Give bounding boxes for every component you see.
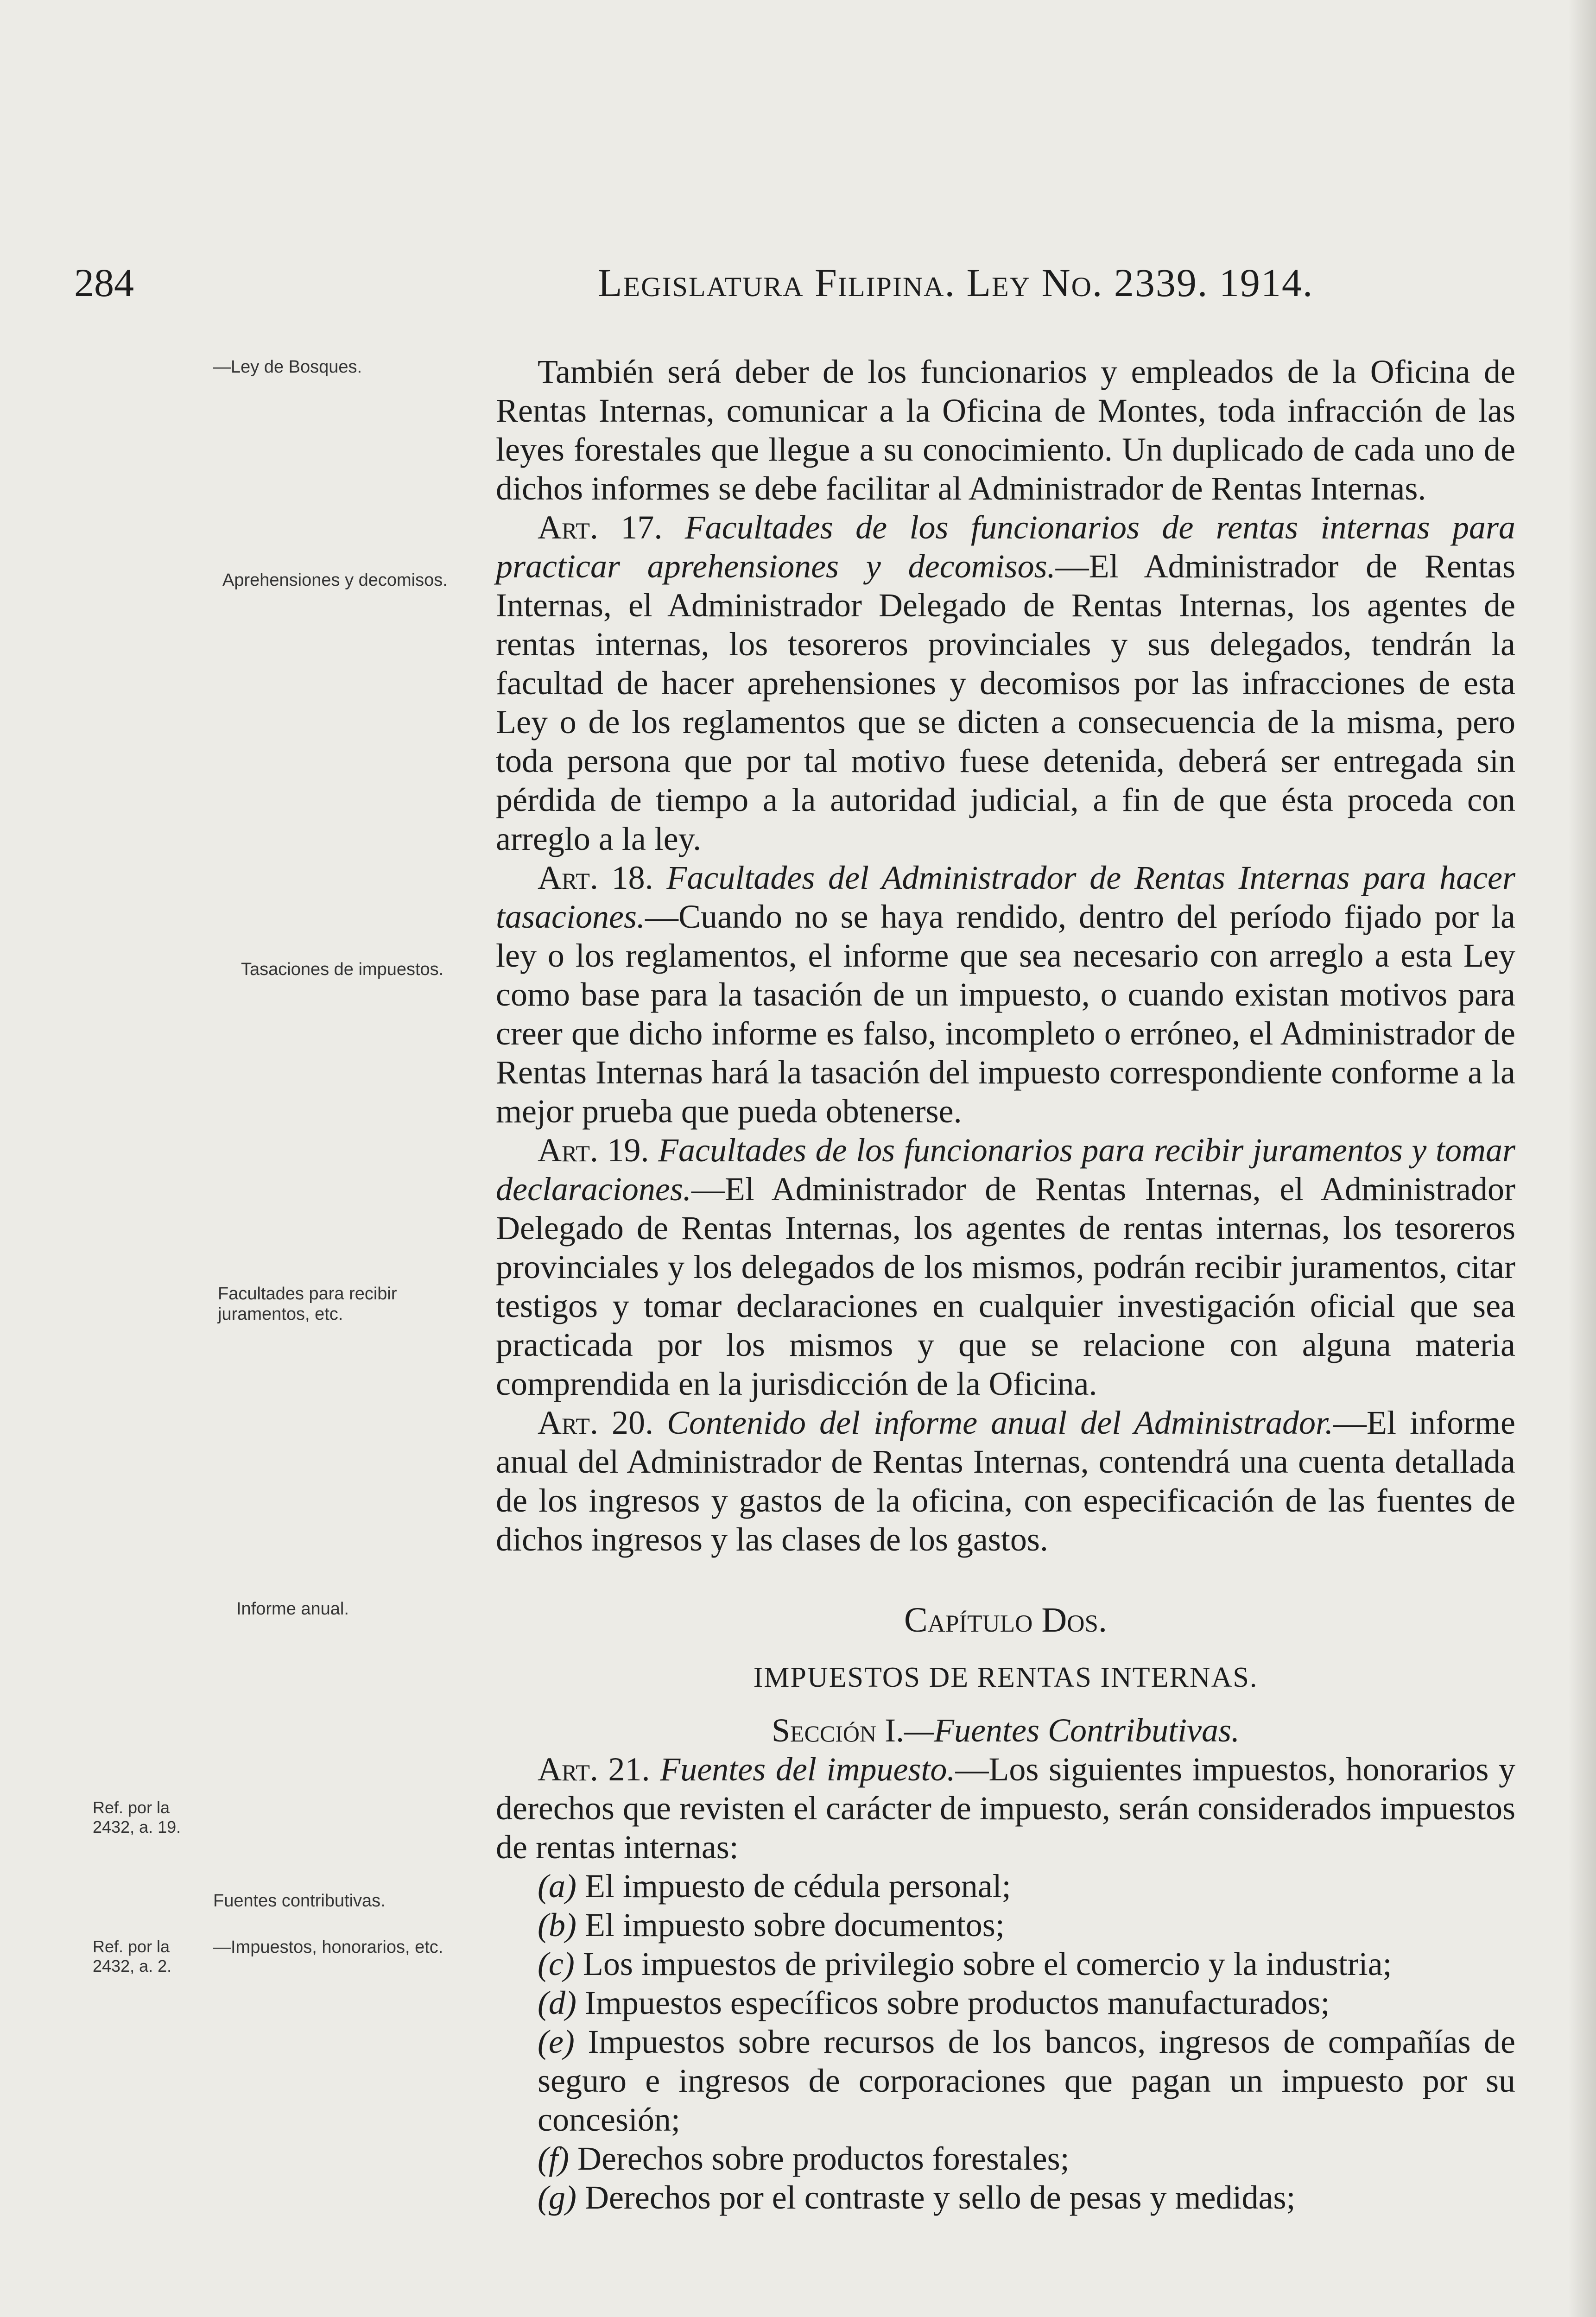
paragraph-forestal: También será deber de los funcionarios y empleados de la Oficina de Rentas Internas, comunicar a la Oficina de Montes, toda infracción de las leyes forestales que llegue a su conocimiento. Un duplicado de cada uno de dichos informes se debe facilitar al Administrador de Rentas Internas. [496,353,1515,507]
page-number: 284 [74,260,134,305]
margin-note-tasaciones: Tasaciones de impuestos. [241,960,444,979]
margin-note-juramentos: Facultades para recibir juramentos, etc. [218,1284,397,1324]
ref-note-1: Ref. por la 2432, a. 19. [93,1798,181,1836]
margin-note-fuentes: Fuentes contributivas. [213,1891,386,1911]
article-21-text: —Los siguientes impuestos, honorarios y derechos que revisten el carácter de impuesto, serán considerados impuestos de rentas internas: [496,1751,1516,1866]
item-letter: (a) [538,1868,576,1905]
list-item [496,1983,1515,2022]
section-heading [496,1711,1515,1750]
item-letter: (e) [538,2023,575,2060]
article-17-title: Facultades de los funcionarios de rentas internas para practicar aprehensiones y decomisos. [496,509,1516,585]
margin-note-informe-anual: Informe anual. [236,1599,349,1619]
page-edge-shadow [1568,0,1596,2317]
article-17-label: Art. 17. [538,509,663,546]
item-letter: (g) [538,2179,576,2216]
margin-note-aprehensiones: Aprehensiones y decomisos. [222,570,448,590]
article-21-label: Art. 21. [538,1751,650,1788]
article-20-label: Art. 20. [538,1404,653,1441]
article-18-text: —Cuando no se haya rendido, dentro del período fijado por la ley o los reglamentos, el informe que sea necesario con arreglo a esta Ley como base para la tasación de un impuesto, o cuando existan motivos para creer que dicho informe es falso, incompleto o erróneo, el Administrador de Rentas Internas hará la tasación del impuesto correspondiente conforme a la mejor prueba que pueda obtenerse. [496,898,1515,1130]
item-text: Derechos sobre productos forestales; [577,2140,1070,2177]
section-name: Sección I. [771,1712,905,1749]
margin-note-impuestos: —Impuestos, honorarios, etc. [213,1937,443,1957]
chapter-heading: Capítulo Dos. [904,1601,1108,1640]
list-item [496,2022,1515,2139]
ref-note-2: Ref. por la 2432, a. 2. [93,1937,172,1975]
article-18 [496,858,1515,1131]
item-text: Impuestos sobre recursos de los bancos, ingresos de compañías de seguro e ingresos de corporaciones que pagan un impuesto por su concesión; [538,2023,1515,2138]
article-19-title: Facultades de los funcionarios para recibir juramentos y tomar declaraciones. [496,1132,1515,1208]
item-text: El impuesto de cédula personal; [584,1868,1011,1905]
article-17 [496,508,1515,858]
list-item [496,1906,1515,1944]
running-head: Legislatura Filipina. Ley No. 2339. 1914. [598,260,1314,305]
list-item [496,2178,1515,2217]
article-20-text: —El informe anual del Administrador de Rentas Internas, contendrá una cuenta detallada de los ingresos y gastos de la oficina, con especificación de las fuentes de dichos ingresos y las clases de los gastos. [496,1404,1515,1558]
article-21 [496,1750,1515,1867]
article-19-text: —El Administrador de Rentas Internas, el Administrador Delegado de Rentas Internas, los agentes de rentas internas, los tesoreros provinciales y los delegados de los mismos, podrán recibir juramentos, citar testigos y tomar declaraciones en cualquier investigación oficial que sea practicada por los mismos y que se relacione con alguna materia comprendida en la jurisdicción de la Oficina. [496,1171,1515,1402]
article-21-title: Fuentes del impuesto. [660,1751,956,1788]
item-text: Impuestos específicos sobre productos manufacturados; [584,1984,1330,2021]
list-item [496,1867,1515,1906]
article-19 [496,1131,1515,1403]
margin-note-ley-bosques: —Ley de Bosques. [213,357,362,377]
item-letter: (f) [538,2140,569,2177]
list-item [496,2139,1515,2178]
article-19-label: Art. 19. [538,1132,649,1169]
list-item [496,1944,1515,1983]
item-text: Derechos por el contraste y sello de pesas y medidas; [584,2179,1296,2216]
item-letter: (b) [538,1906,576,1943]
body-text [496,352,1515,2217]
article-18-title: Facultades del Administrador de Rentas Internas para hacer tasaciones. [496,859,1516,935]
section-title: —Fuentes Contributivas. [904,1712,1240,1749]
article-20 [496,1403,1515,1559]
page-header [74,260,1534,315]
article-17-text: —El Administrador de Rentas Internas, el Administrador Delegado de Rentas Internas, los agentes de rentas internas, los tesoreros provinciales y sus delegados, tendrán la facultad de hacer aprehensiones y decomisos por las infracciones de esta Ley o de los reglamentos que se dicten a consecuencia de la misma, pero toda persona que por tal motivo fuese detenida, deberá ser entregada sin pérdida de tiempo a la autoridad judicial, a fin de que ésta proceda con arreglo a la ley. [496,548,1515,857]
chapter-subheading: IMPUESTOS DE RENTAS INTERNAS. [753,1662,1258,1693]
item-letter: (d) [538,1984,576,2021]
article-20-title: Contenido del informe anual del Administrador. [667,1404,1334,1441]
item-text: El impuesto sobre documentos; [584,1906,1005,1943]
item-letter: (c) [538,1945,575,1982]
item-text: Los impuestos de privilegio sobre el comercio y la industria; [583,1945,1392,1982]
article-18-label: Art. 18. [538,859,653,896]
